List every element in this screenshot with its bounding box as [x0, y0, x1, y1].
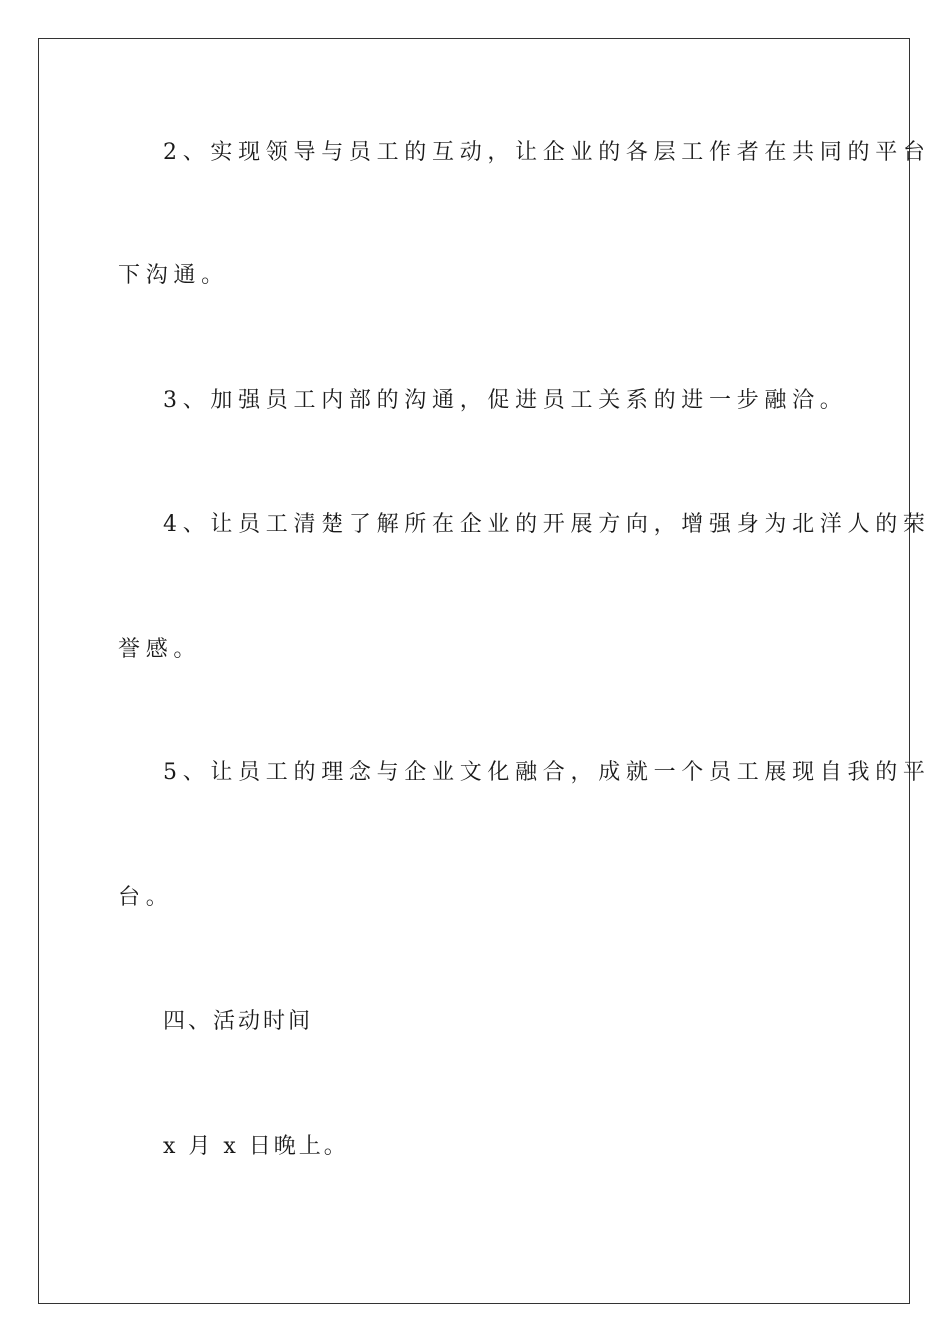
paragraph-3-line-1: 3、加强员工内部的沟通，促进员工关系的进一步融洽。: [163, 388, 848, 413]
paragraph-2-line-2: 下沟通。: [118, 263, 229, 288]
paragraph-5-line-2: 台。: [118, 885, 174, 910]
section-heading-activity-time: 四、活动时间: [163, 1009, 314, 1034]
paragraph-4-line-1: 4、让员工清楚了解所在企业的开展方向，增强身为北洋人的荣: [163, 512, 931, 537]
paragraph-5-line-1: 5、让员工的理念与企业文化融合，成就一个员工展现自我的平: [163, 760, 931, 785]
page-border: [38, 38, 910, 1304]
paragraph-2-line-1: 2、实现领导与员工的互动，让企业的各层工作者在共同的平台: [163, 140, 931, 165]
activity-time-text: x 月 x 日晚上。: [163, 1134, 349, 1159]
paragraph-4-line-2: 誉感。: [118, 637, 202, 662]
